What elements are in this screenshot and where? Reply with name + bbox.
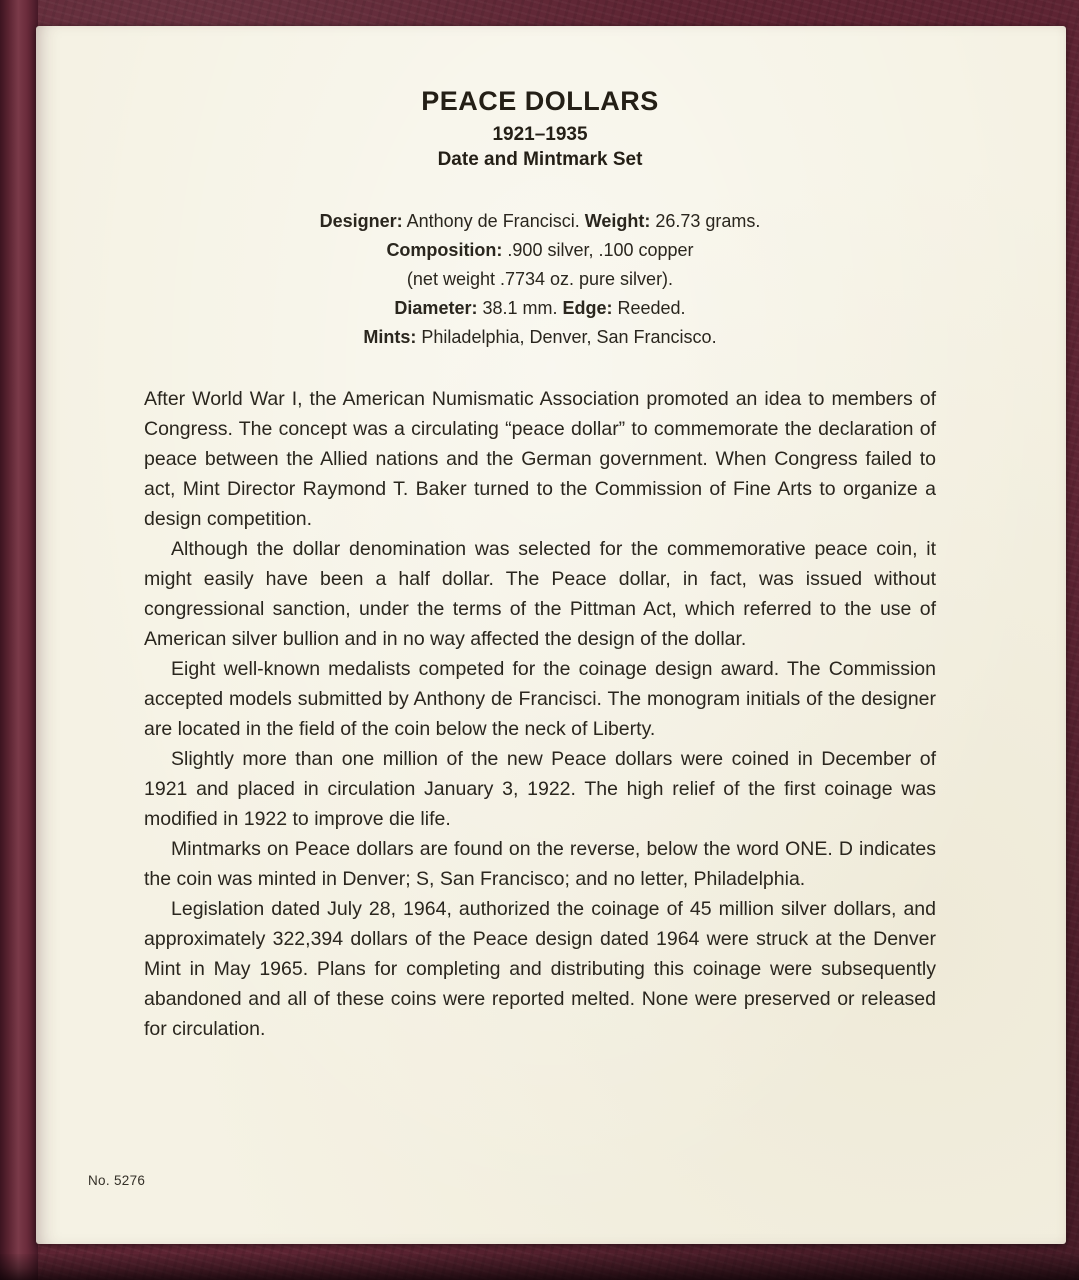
paragraph: Legislation dated July 28, 1964, authorized the coinage of 45 million silver dollars, and approximately 322,394 dollars of the Peace design dated 1964 were struck at the Denver Mint in May 1965. Plans for completing and distributing this coinage were subsequently abandoned and all of these coins were reported melted. None were preserved or released for circulation. — [144, 898, 936, 1040]
spec-value: Anthony de Francisci. — [402, 211, 585, 231]
paragraph: Mintmarks on Peace dollars are found on the reverse, below the word ONE. D indicates the coin was minted in Denver; S, San Francisco; and no letter, Philadelphia. — [144, 838, 936, 890]
spec-line-composition — [144, 236, 936, 265]
paragraph: Although the dollar denomination was selected for the commemorative peace coin, it might easily have been a half dollar. The Peace dollar, in fact, was issued without congressional sanction, under the terms of the Pittman Act, which referred to the use of American silver bullion and in no way affected the design of the dollar. — [144, 538, 936, 650]
spec-value: .900 silver, .100 copper — [502, 240, 694, 260]
paragraph: After World War I, the American Numismatic Association promoted an idea to members of Congress. The concept was a circulating “peace dollar” to commemorate the declaration of peace between the Allied nations and the German government. When Congress failed to act, Mint Director Raymond T. Baker turned to the Commission of Fine Arts to organize a design competition. — [144, 388, 936, 530]
spec-label: Weight: — [584, 211, 651, 231]
spec-value: (net weight .7734 oz. pure silver). — [406, 269, 674, 289]
spec-value: Philadelphia, Denver, San Francisco. — [416, 327, 717, 347]
catalog-number: No. 5276 — [88, 1173, 146, 1188]
spec-label: Composition: — [386, 240, 503, 260]
binder-bottom-edge — [0, 1254, 1079, 1280]
specs-block — [144, 207, 936, 352]
spec-label: Designer: — [319, 211, 403, 231]
spec-value: 26.73 grams. — [650, 211, 761, 231]
set-name: Date and Mintmark Set — [437, 149, 643, 170]
paragraph: Slightly more than one million of the new Peace dollars were coined in December of 1921 and placed in circulation January 3, 1922. The high relief of the first coinage was modified in 1922 to improve die life. — [144, 748, 936, 830]
album-page — [36, 26, 1066, 1244]
spec-label: Diameter: — [394, 298, 478, 318]
binder-spine-hinge — [0, 0, 38, 1280]
spec-line-mints — [144, 323, 936, 352]
spec-value: Reeded. — [612, 298, 686, 318]
spec-label: Edge: — [562, 298, 613, 318]
date-range: 1921–1935 — [492, 124, 588, 145]
spec-line-designer-weight — [144, 207, 936, 236]
spec-line-diameter-edge — [144, 294, 936, 323]
page-content — [36, 26, 1066, 1044]
spec-label: Mints: — [363, 327, 417, 347]
spec-value: 38.1 mm. — [477, 298, 563, 318]
page-title: PEACE DOLLARS — [421, 86, 659, 116]
spec-line-net-weight — [144, 265, 936, 294]
body-text — [144, 384, 936, 1044]
paragraph: Eight well-known medalists competed for the coinage design award. The Commission accepted models submitted by Anthony de Francisci. The monogram initials of the designer are located in the field of the coin below the neck of Liberty. — [144, 658, 936, 740]
